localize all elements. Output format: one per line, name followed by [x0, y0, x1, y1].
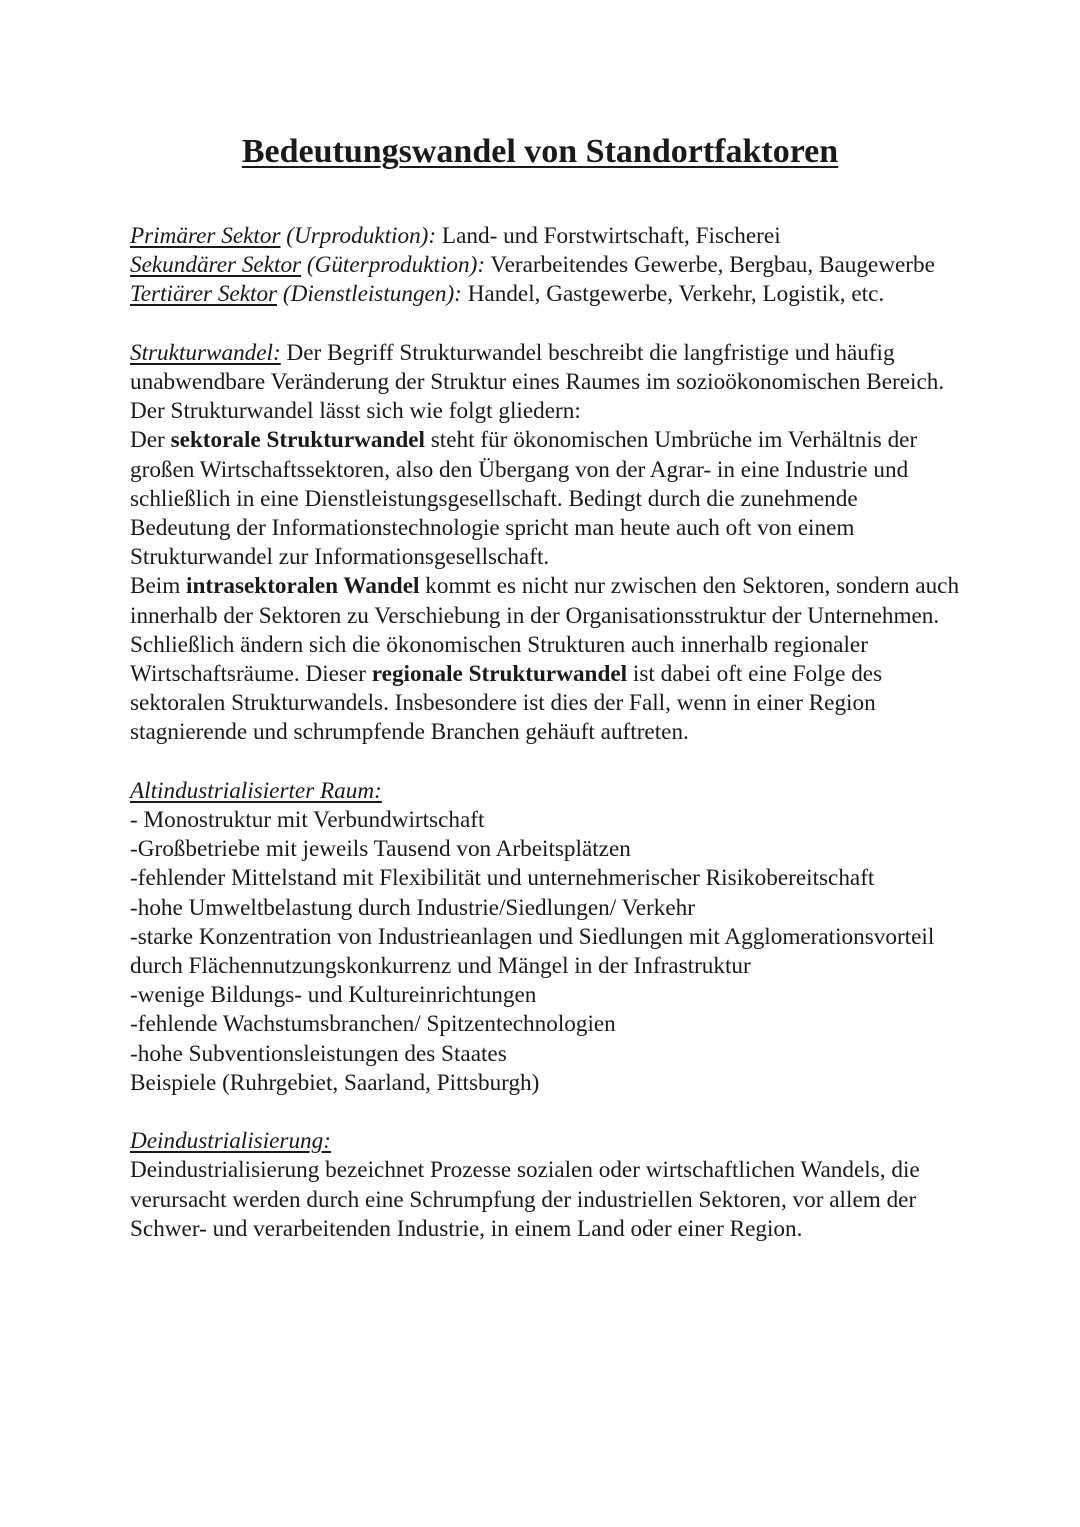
sector-secondary: [130, 251, 960, 280]
section-heading: Altindustrialisierter Raum:: [130, 777, 382, 804]
list-item: -fehlende Wachstumsbranchen/ Spitzentechnologien: [130, 1011, 616, 1038]
deindustrie-text: Deindustrialisierung bezeichnet Prozesse sozialen oder wirtschaftlichen Wandels, die verursacht werden durch eine Schrumpfung der industriellen Sektoren, vor allem der Schwer- und verarbeitenden Industrie, in einem Land oder einer Region.: [130, 1157, 920, 1242]
paragraph-text: Der Begriff Strukturwandel beschreibt die langfristige und häufig unabwendbare Veränderung der Struktur eines Raumes im sozioökonomischen Bereich. Der Strukturwandel lässt sich wie folgt gliedern:: [130, 339, 945, 425]
altindustrie-heading: [130, 777, 960, 806]
paragraph-text: steht für ökonomischen Umbrüche im Verhältnis der großen Wirtschaftssektoren, also den Übergang von der Agrar- in eine Industrie und schließlich in eine Dienstleistungsgesellschaft. Bedingt durch die zunehmende Bedeutung der Informationstechnologie spricht man heute auch oft von einem Strukturwandel zur Informationsgesellschaft.: [130, 427, 918, 571]
list-item: Beispiele (Ruhrgebiet, Saarland, Pittsburgh): [130, 1069, 540, 1096]
sector-name: Primärer Sektor: [130, 223, 281, 249]
sector-paren: (Dienstleistungen):: [277, 281, 462, 308]
list-item: -hohe Umweltbelastung durch Industrie/Siedlungen/ Verkehr: [130, 894, 695, 921]
bold-term: intrasektoralen Wandel: [186, 573, 420, 600]
list-item: -wenige Bildungs- und Kultureinrichtungen: [130, 982, 537, 1009]
spacer: [130, 1098, 960, 1127]
paragraph-text: Der: [130, 427, 171, 454]
title-text: Bedeutungswandel von Standortfaktoren: [241, 133, 839, 170]
sector-paren: (Güterproduktion):: [301, 252, 486, 279]
strukturwandel-intrasektoral: [130, 572, 960, 630]
paragraph-text: kommt es nicht nur zwischen den Sektoren, sondern auch innerhalb der Sektoren zu Verschiebung in der Organisationsstruktur der Unternehmen.: [130, 573, 960, 629]
paragraph-text: Beim: [130, 573, 187, 600]
strukturwandel-sektoral: [130, 426, 960, 572]
sector-paren: (Urproduktion):: [280, 223, 437, 249]
sector-text: Land- und Forstwirtschaft, Fischerei: [436, 223, 781, 249]
sector-text: Handel, Gastgewerbe, Verkehr, Logistik, etc.: [461, 281, 885, 308]
sector-name: Tertiärer Sektor: [130, 281, 278, 308]
spacer: [130, 310, 960, 339]
sector-primary: [130, 222, 960, 251]
document-body: [130, 222, 960, 1244]
bold-term: regionale Strukturwandel: [371, 661, 628, 688]
list-item: -hohe Subventionsleistungen des Staates: [130, 1040, 507, 1067]
spacer: [130, 748, 960, 777]
deindustrie-heading: [130, 1127, 960, 1156]
sector-name: Sekundärer Sektor: [130, 252, 302, 279]
document-title: [0, 130, 1080, 174]
list-item: -Großbetriebe mit jeweils Tausend von Arbeitsplätzen: [130, 836, 631, 863]
strukturwandel-intro: [130, 339, 960, 427]
list-item: -fehlender Mittelstand mit Flexibilität und unternehmerischer Risikobereitschaft: [130, 865, 875, 892]
section-heading: Deindustrialisierung:: [130, 1128, 331, 1155]
section-heading: Strukturwandel:: [130, 339, 281, 366]
list-item: -starke Konzentration von Industrieanlagen und Siedlungen mit Agglomerationsvorteil durch Flächennutzungskonkurrenz und Mängel in der Infrastruktur: [130, 923, 935, 980]
paragraph-text: Schließlich ändern sich die ökonomischen Strukturen auch innerhalb regionaler Wirtschaftsräume. Dieser: [130, 631, 868, 688]
bold-term: sektorale Strukturwandel: [170, 427, 425, 454]
sector-tertiary: [130, 280, 960, 309]
list-item: - Monostruktur mit Verbundwirtschaft: [130, 807, 485, 834]
sector-text: Verarbeitendes Gewerbe, Bergbau, Baugewerbe: [485, 252, 935, 279]
paragraph-text: ist dabei oft eine Folge des sektoralen Strukturwandels. Insbesondere ist dies der Fall, wenn in einer Region stagnierende und schrumpfende Branchen gehäuft auftreten.: [130, 661, 883, 746]
strukturwandel-regional: [130, 631, 960, 748]
